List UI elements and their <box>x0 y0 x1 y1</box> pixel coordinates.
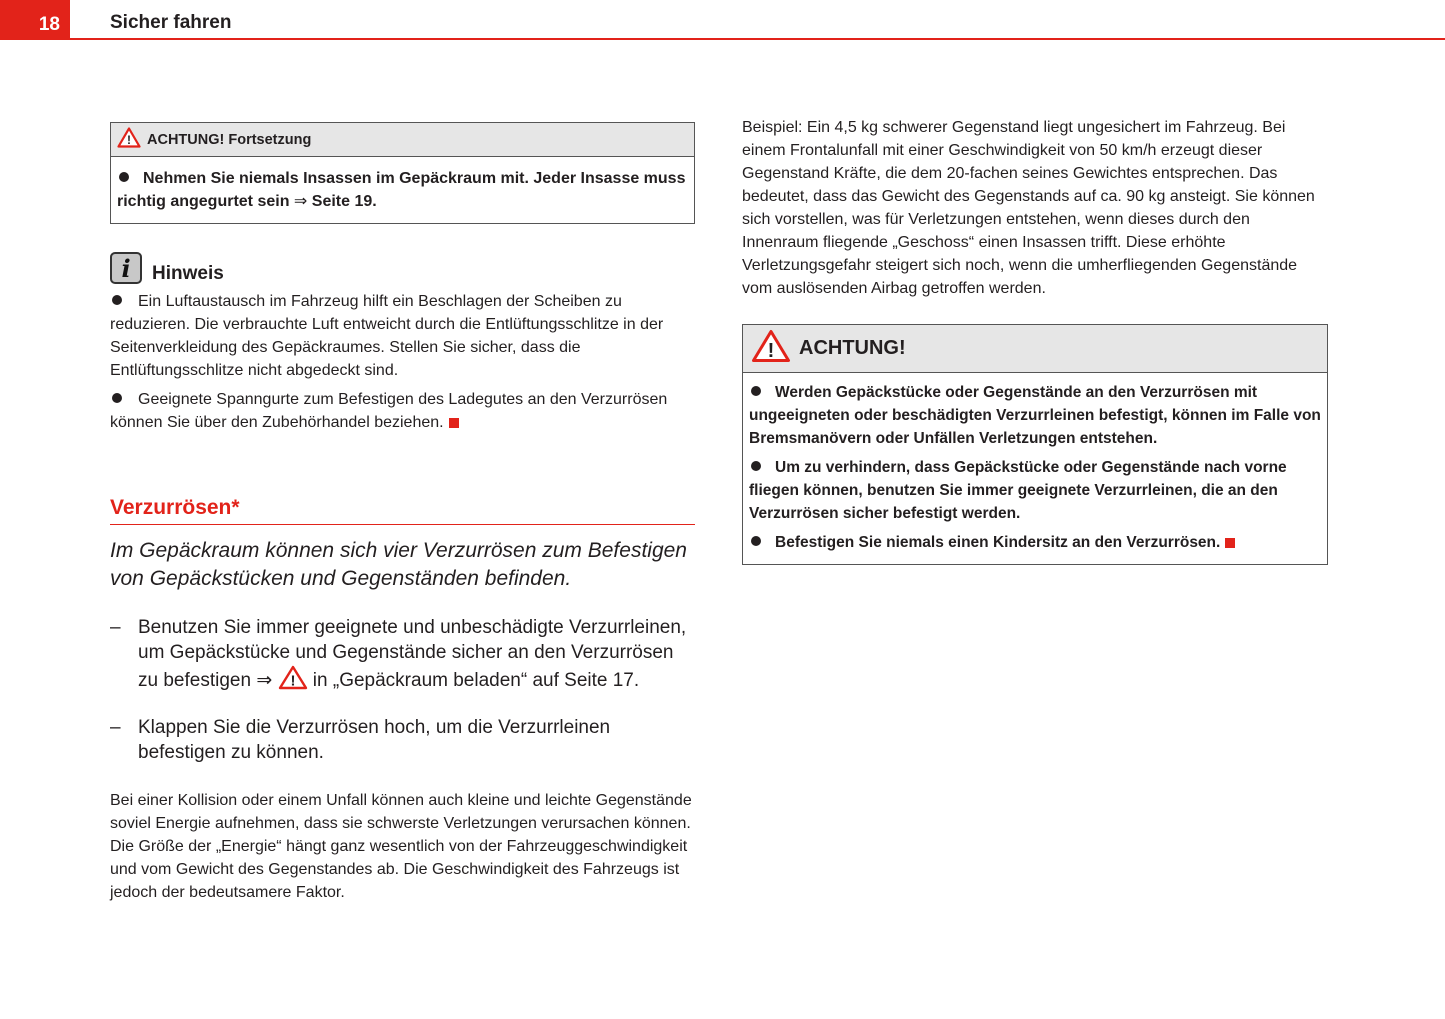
svg-text:!: ! <box>127 132 131 147</box>
bullet-icon <box>751 536 761 546</box>
hinweis-note <box>110 248 695 434</box>
right-column <box>742 116 1328 565</box>
bullet-icon <box>751 386 761 396</box>
section-end-icon <box>449 418 459 428</box>
example-paragraph: Beispiel: Ein 4,5 kg schwerer Gegenstand liegt ungesichert im Fahrzeug. Bei einem Frontalunfall mit einer Geschwindigkeit von 50 km/h erzeugt dieser Gegenstand Kräfte, die dem 20-fachen seines Gewichtes entsprechen. Das bedeutet, dass das Gewicht des Gegenstands auf ca. 90 kg ansteigt. Sie können sich vorstellen, was für Verletzungen entstehen, wenn dieses durch den Innenraum fliegende „Geschoss“ einen Insassen trifft. Diese erhöhte Verletzungsgefahr steigert sich noch, wenn die umherfliegenden Gegenstände vom auslösenden Airbag getroffen werden. <box>742 119 1315 297</box>
page-number: 18 <box>0 0 70 40</box>
warning-box <box>742 324 1328 565</box>
instruction-list <box>110 615 695 765</box>
warning-triangle-icon <box>117 127 141 153</box>
header-rule <box>70 38 1445 40</box>
bullet-icon <box>751 461 761 471</box>
warning-box-header <box>743 325 1327 373</box>
section-end-icon <box>1225 538 1235 548</box>
hinweis-item: Ein Luftaustausch im Fahrzeug hilft ein Beschlagen der Scheiben zu reduzieren. Die verbrauchte Luft entweicht durch die Entlüftungsschlitze in der Seitenverkleidung des Gepäckraumes. Stellen Sie sicher, dass die Entlüftungsschlitze nicht abgedeckt sind. <box>110 293 664 379</box>
arrow-icon: ⇒ <box>293 193 308 210</box>
warning-item: Um zu verhindern, dass Gepäckstücke oder Gegenstände nach vorne fliegen können, benutzen Sie immer geeignete Verzurrleinen, die an den Verzurrösen sicher befestigt werden. <box>749 459 1287 522</box>
bullet-icon <box>119 172 129 182</box>
info-icon: i <box>110 252 142 284</box>
warning-triangle-icon <box>751 329 791 368</box>
bullet-icon <box>112 295 122 305</box>
warning-continuation-box <box>110 122 695 224</box>
svg-text:!: ! <box>767 340 775 362</box>
dash-marker: – <box>110 717 121 738</box>
instruction-step: – Klappen Sie die Verzurrösen hoch, um die Verzurrleinen befestigen zu können. <box>110 717 611 763</box>
chapter-title: Sicher fahren <box>110 12 232 33</box>
warning-triangle-icon[interactable] <box>278 665 308 697</box>
hinweis-title: Hinweis <box>152 263 224 284</box>
body-paragraph: Bei einer Kollision oder einem Unfall können auch kleine und leichte Gegenstände soviel Energie aufnehmen, dass sie schwerste Verletzungen verursachen können. Die Größe der „Energie“ hängt ganz wesentlich von der Fahrzeuggeschwindigkeit und vom Gewicht des Gegenstandes ab. Die Geschwindigkeit des Fahrzeugs ist jedoch der bedeutsamere Faktor. <box>110 792 692 901</box>
left-column <box>110 122 695 904</box>
dash-marker: – <box>110 617 121 638</box>
arrow-icon: ⇒ <box>256 670 273 691</box>
warning-item: Nehmen Sie niemals Insassen im Gepäckraum mit. Jeder Insasse muss richtig angegurtet sein ⇒ Seite 19. <box>117 170 686 210</box>
warning-box-title: ACHTUNG! Fortsetzung <box>147 131 312 148</box>
bullet-icon <box>112 393 122 403</box>
warning-item: Werden Gepäckstücke oder Gegenstände an den Verzurrösen mit ungeeigneten oder beschädigten Verzurrleinen befestigt, können im Falle von Bremsmanövern oder Unfällen Verletzungen entstehen. <box>749 384 1321 447</box>
hinweis-item: Geeignete Spanngurte zum Befestigen des Ladegutes an den Verzurrösen können Sie über den Zubehörhandel beziehen. <box>110 391 668 431</box>
page-reference-link[interactable]: Seite 19. <box>311 193 377 210</box>
section-title: Verzurrösen* <box>110 496 695 525</box>
warning-item: Befestigen Sie niemals einen Kindersitz an den Verzurrösen. <box>749 531 1321 554</box>
warning-box-title: ACHTUNG! <box>799 337 906 359</box>
warning-box-header <box>111 123 694 157</box>
svg-text:!: ! <box>290 672 296 690</box>
instruction-step: – Benutzen Sie immer geeignete und unbeschädigte Verzurrleinen, um Gepäckstücke und Gegenstände sicher an den Verzurrösen zu befestigen ⇒ ! in „Gepäckraum beladen“ auf Seite 17. <box>110 615 695 697</box>
section-intro: Im Gepäckraum können sich vier Verzurrösen zum Befestigen von Gepäckstücken und Gegenständen befinden. <box>110 539 687 590</box>
